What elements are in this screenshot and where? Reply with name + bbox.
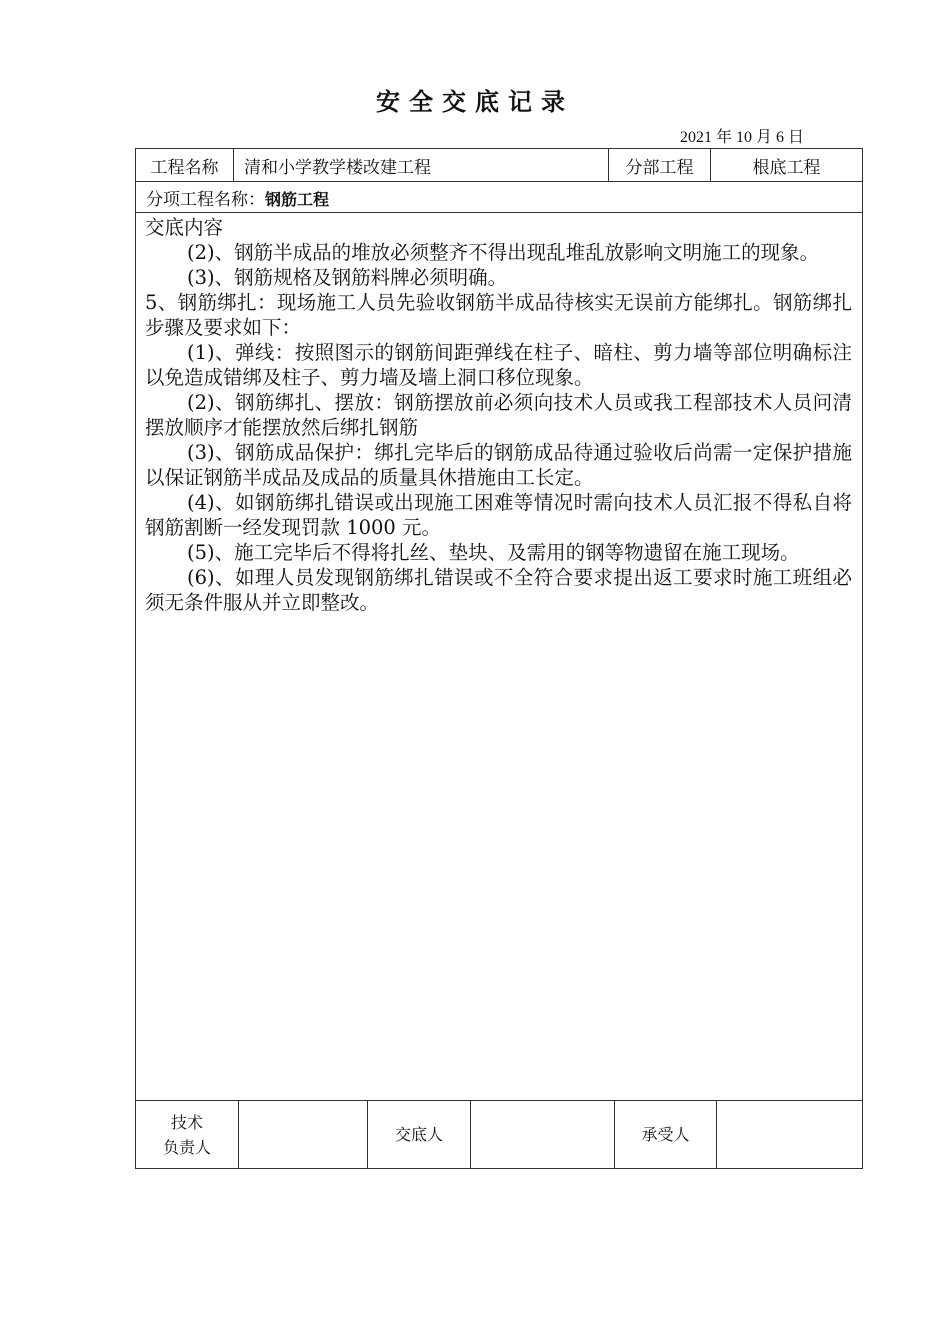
content-paragraph: (6)、如理人员发现钢筋绑扎错误或不全符合要求提出返工要求时施工班组必须无条件服从并立即整改。: [145, 566, 852, 614]
content-cell: [136, 213, 863, 1101]
receiver-label: 承受人: [615, 1101, 717, 1168]
subitem-row: [136, 182, 863, 213]
document-date: 2021 年 10 月 6 日: [679, 129, 804, 146]
content-paragraph: (4)、如钢筋绑扎错误或出现施工困难等情况时需向技术人员汇报不得私自将钢筋割断一经发现罚款 1000 元。: [145, 491, 852, 539]
content-heading: 交底内容: [145, 216, 224, 239]
subitem-cell: [136, 182, 863, 213]
project-value: 清和小学教学楼改建工程: [234, 149, 609, 182]
signature-holder: [136, 1101, 863, 1169]
division-value: 根底工程: [711, 149, 863, 182]
content-row: [136, 213, 863, 1101]
content-paragraph: (2)、钢筋半成品的堆放必须整齐不得出现乱堆乱放影响文明施工的现象。: [187, 241, 820, 264]
discloser-signature[interactable]: [471, 1101, 615, 1168]
signature-row: [136, 1101, 863, 1169]
division-label: 分部工程: [609, 149, 711, 182]
discloser-label: 交底人: [368, 1101, 471, 1168]
content-paragraph: (2)、钢筋绑扎、摆放：钢筋摆放前必须向技术人员或我工程部技术人员问清摆放顺序才能摆放然后绑扎钢筋: [145, 391, 852, 439]
content-paragraph: (3)、钢筋规格及钢筋料牌必须明确。: [187, 266, 508, 289]
document-title: 安全交底记录: [376, 88, 574, 116]
content-paragraph: (3)、钢筋成品保护：绑扎完毕后的钢筋成品待通过验收后尚需一定保护措施以保证钢筋半成品及成品的质量具休措施由工长定。: [145, 441, 852, 489]
subitem-label: 分项工程名称：: [146, 189, 265, 210]
tech-lead-label-line1: 技术: [170, 1112, 203, 1132]
content-body: [136, 213, 862, 615]
project-row: [136, 149, 863, 182]
subitem-value: 钢筋工程: [265, 189, 330, 209]
tech-lead-label-line2: 负责人: [162, 1137, 211, 1157]
tech-lead-label: [136, 1101, 239, 1168]
content-paragraphs: [145, 240, 852, 615]
content-paragraph: (5)、施工完毕后不得将扎丝、垫块、及需用的钢等物遗留在施工现场。: [187, 541, 800, 564]
content-paragraph: (1)、弹线：按照图示的钢筋间距弹线在柱子、暗柱、剪力墙等部位明确标注以免造成错绑及柱子、剪力墙及墙上洞口移位现象。: [145, 341, 852, 389]
content-paragraph: 5、钢筋绑扎：现场施工人员先验收钢筋半成品待核实无误前方能绑扎。钢筋绑扎步骤及要求如下：: [145, 291, 852, 339]
receiver-signature[interactable]: [717, 1101, 869, 1168]
tech-lead-signature[interactable]: [239, 1101, 368, 1168]
project-label: 工程名称: [136, 149, 234, 182]
record-table: [135, 148, 863, 1169]
